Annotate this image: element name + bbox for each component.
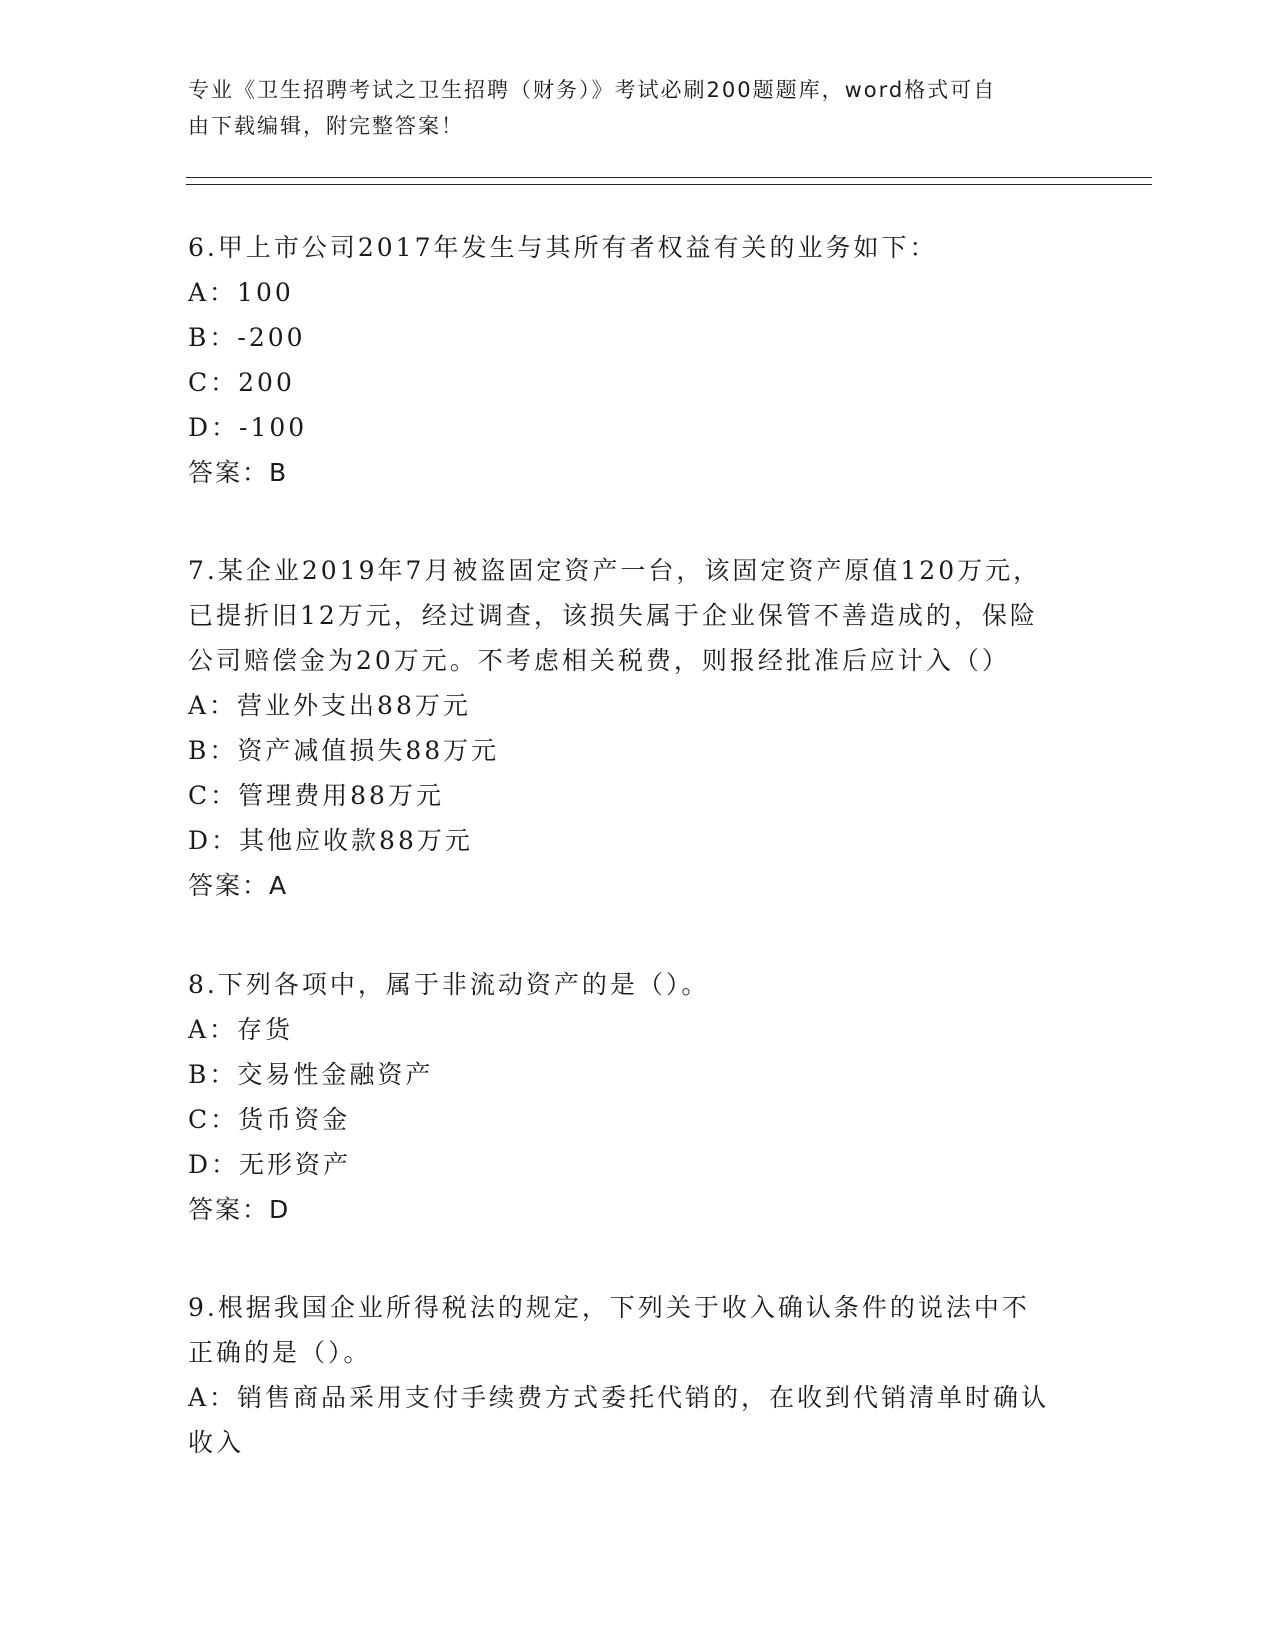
question-stem: 6.甲上市公司2017年发生与其所有者权益有关的业务如下： (188, 233, 938, 262)
option-a: A：销售商品采用支付手续费方式委托代销的，在收到代销清单时确认 (188, 1383, 1050, 1412)
question-stem: 公司赔偿金为20万元。不考虑相关税费，则报经批准后应计入（） (188, 646, 1010, 675)
answer: 答案：A (188, 871, 289, 900)
question-stem: 已提折旧12万元，经过调查，该损失属于企业保管不善造成的，保险 (188, 601, 1038, 630)
option-d: D：无形资产 (188, 1150, 352, 1179)
question-stem: 正确的是（）。 (188, 1338, 372, 1367)
option-a: A：存货 (188, 1015, 294, 1044)
answer: 答案：B (188, 458, 289, 487)
option-c: C：货币资金 (188, 1105, 351, 1134)
answer: 答案：D (188, 1195, 291, 1224)
option-c: C：管理费用88万元 (188, 781, 444, 810)
document-header (188, 72, 1068, 144)
option-b: B：资产减值损失88万元 (188, 736, 500, 765)
option-d: D：-100 (188, 413, 308, 442)
question-7 (188, 548, 1068, 908)
option-b: B：-200 (188, 323, 306, 352)
question-stem: 7.某企业2019年7月被盗固定资产一台，该固定资产原值120万元， (188, 556, 1042, 585)
option-a: A：营业外支出88万元 (188, 691, 471, 720)
question-stem: 9.根据我国企业所得税法的规定，下列关于收入确认条件的说法中不 (188, 1293, 1030, 1322)
option-b: B：交易性金融资产 (188, 1060, 434, 1089)
option-a: A：100 (188, 278, 294, 307)
header-divider (186, 177, 1152, 185)
option-d: D：其他应收款88万元 (188, 826, 473, 855)
option-a-continued: 收入 (188, 1428, 245, 1457)
header-line-1: 专业《卫生招聘考试之卫生招聘（财务）》考试必刷200题题库，word格式可自 (188, 78, 997, 102)
question-stem: 8.下列各项中，属于非流动资产的是（）。 (188, 970, 710, 999)
header-line-2: 由下载编辑，附完整答案！ (188, 114, 464, 138)
option-c: C：200 (188, 368, 295, 397)
question-6 (188, 225, 1068, 495)
question-8 (188, 962, 1068, 1232)
question-9 (188, 1285, 1068, 1465)
